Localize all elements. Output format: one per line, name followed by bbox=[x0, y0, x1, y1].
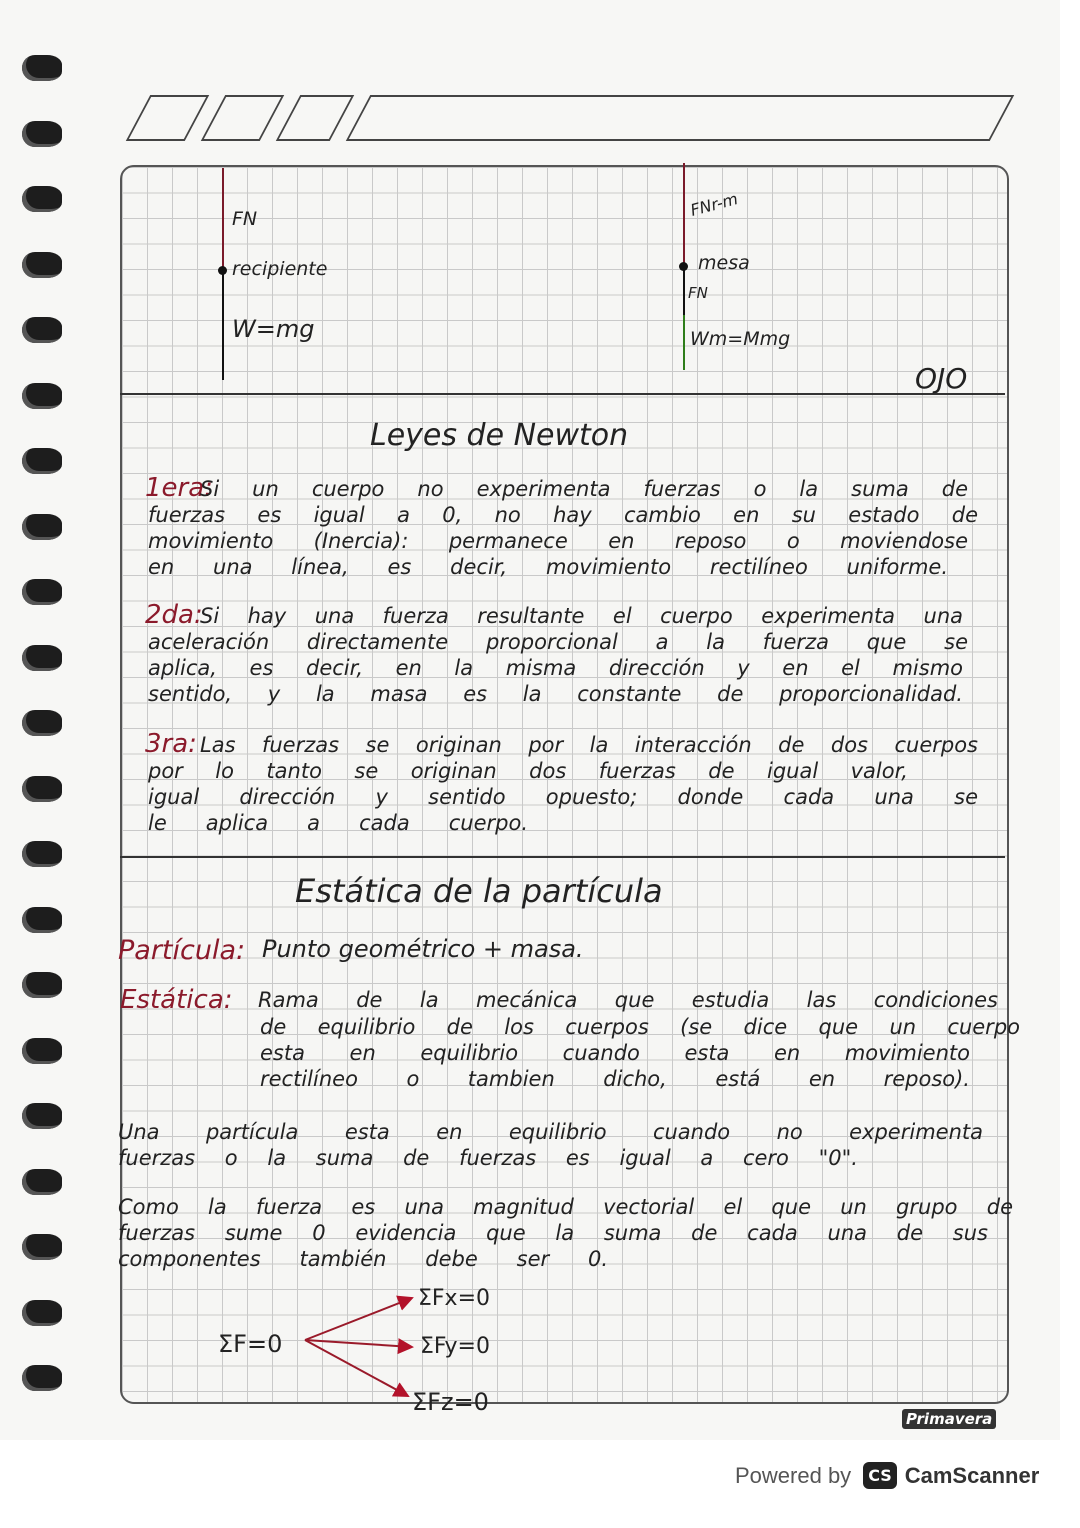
law-ordinal: 2da: bbox=[145, 600, 203, 630]
sum-total: ΣF=0 bbox=[218, 1330, 283, 1358]
law-text-line: aceleración directamente proporcional a la fuerza que se bbox=[148, 630, 968, 654]
text-line: Rama de la mecánica que estudia las condiciones bbox=[258, 988, 998, 1012]
law-text-line: movimiento (Inercia): permanece en reposo o moviendose bbox=[148, 529, 968, 553]
term: Partícula: bbox=[118, 935, 246, 966]
text-line: de equilibrio de los cuerpos (se dice que un cuerpo bbox=[260, 1015, 1020, 1039]
law-ordinal: 3ra: bbox=[145, 729, 197, 759]
sum-z: ΣFz=0 bbox=[412, 1388, 489, 1416]
law-ordinal: 1era: bbox=[145, 473, 213, 503]
law-text-line: Si hay una fuerza resultante el cuerpo experimenta una bbox=[200, 604, 963, 628]
definition: Punto geométrico + masa. bbox=[262, 935, 584, 963]
term: Estática: bbox=[120, 985, 233, 1015]
law-text-line: Las fuerzas se originan por la interacción de dos cuerpos bbox=[200, 733, 978, 757]
text-line: Como la fuerza es una magnitud vectorial el que un grupo de bbox=[118, 1195, 1013, 1219]
text-line: esta en equilibrio cuando esta en movimiento bbox=[260, 1041, 970, 1065]
note: OJO bbox=[915, 362, 968, 395]
arrow-x bbox=[305, 1298, 412, 1340]
text-line: componentes también debe ser 0. bbox=[118, 1247, 608, 1271]
force-label: FN bbox=[232, 208, 258, 230]
text-line: rectilíneo o tambien dicho, está en reposo). bbox=[260, 1067, 970, 1091]
text-line: Una partícula esta en equilibrio cuando no experimenta bbox=[118, 1120, 983, 1144]
brand-logo: Primavera bbox=[902, 1409, 996, 1429]
law-text-line: igual dirección y sentido opuesto; donde cada una se bbox=[148, 785, 978, 809]
camscanner-footer bbox=[735, 1462, 1039, 1489]
law-text-line: Si un cuerpo no experimenta fuerzas o la suma de bbox=[200, 477, 968, 501]
weight-label: Wm=Mmg bbox=[690, 328, 791, 350]
camscanner-logo: CS bbox=[863, 1462, 897, 1489]
section-title: Estática de la partícula bbox=[295, 872, 663, 910]
law-text-line: sentido, y la masa es la constante de proporcionalidad. bbox=[148, 682, 963, 706]
section-title: Leyes de Newton bbox=[370, 418, 629, 453]
arrow-z bbox=[305, 1340, 408, 1396]
force-label: FN bbox=[688, 284, 708, 302]
weight-label: W=mg bbox=[232, 315, 315, 343]
text-line: fuerzas sume 0 evidencia que la suma de cada una de sus bbox=[118, 1221, 988, 1245]
app-name: CamScanner bbox=[904, 1462, 1040, 1488]
law-text-line: en una línea, es decir, movimiento rectilíneo uniforme. bbox=[148, 555, 948, 579]
law-text-line: fuerzas es igual a 0, no hay cambio en su estado de bbox=[148, 503, 978, 527]
arrow-y bbox=[305, 1340, 412, 1347]
powered-by: Powered by bbox=[735, 1462, 852, 1488]
law-text-line: por lo tanto se originan dos fuerzas de igual valor, bbox=[148, 759, 908, 783]
sum-x: ΣFx=0 bbox=[418, 1286, 491, 1311]
body-label: mesa bbox=[698, 252, 750, 274]
law-text-line: le aplica a cada cuerpo. bbox=[148, 811, 528, 835]
law-text-line: aplica, es decir, en la misma dirección y en el mismo bbox=[148, 656, 963, 680]
body-label: recipiente bbox=[232, 258, 328, 280]
text-line: fuerzas o la suma de fuerzas es igual a cero "0". bbox=[118, 1146, 858, 1170]
force-label: FNr-m bbox=[688, 189, 740, 220]
sum-y: ΣFy=0 bbox=[420, 1334, 490, 1359]
